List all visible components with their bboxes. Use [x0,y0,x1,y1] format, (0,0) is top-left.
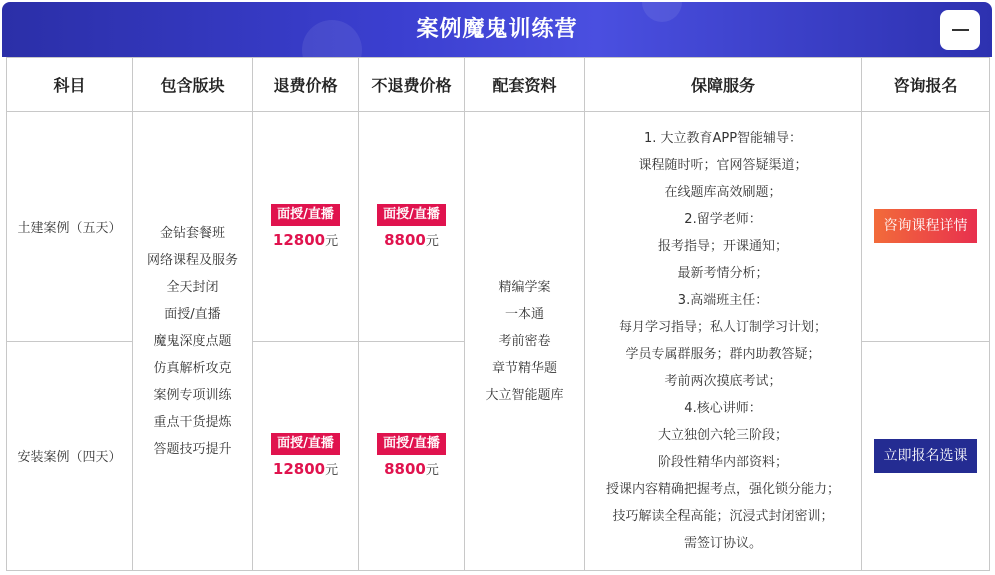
collapse-button[interactable] [940,10,980,50]
service-line: 需签订协议。 [683,536,762,551]
refund-price-cell [253,112,359,342]
module-item: 全天封闭 [166,279,219,295]
service-line: 最新考情分析； [677,266,769,281]
nonrefund-price-cell [359,112,465,342]
module-item: 案例专项训练 [153,387,232,403]
price-unit: 元 [425,463,439,479]
service-line: 报考指导；开课通知； [657,239,788,254]
service-line: 考前两次摸底考试； [664,374,782,389]
price-unit: 元 [425,233,439,249]
materials-cell [465,112,585,571]
module-item: 仿真解析攻克 [153,360,232,376]
column-header: 科目 [7,58,133,112]
subject-cell: 安装案例（四天） [7,341,133,571]
column-header: 保障服务 [585,58,862,112]
format-badge: 面授/直播 [271,433,340,455]
column-header: 包含版块 [133,58,253,112]
cta-cell [862,112,990,342]
service-line: 在线题库高效刷题； [664,185,782,200]
service-line: 2.留学老师： [684,212,762,227]
module-item: 答题技巧提升 [153,441,232,457]
module-item: 魔鬼深度点题 [153,333,232,349]
enroll-button[interactable]: 立即报名选课 [874,439,977,473]
minus-icon [952,29,969,31]
price [359,459,464,478]
service-line: 阶段性精华内部资料； [657,455,788,470]
module-item: 金钻套餐班 [159,225,225,241]
service-line: 课程随时听；官网答疑渠道； [638,158,808,173]
course-table [6,57,990,571]
services-cell [585,112,862,571]
format-badge: 面授/直播 [271,204,340,226]
price [253,459,358,478]
price-unit: 元 [325,463,339,479]
price-unit: 元 [325,233,339,249]
service-line: 1. 大立教育APP智能辅导： [643,131,803,146]
price-value: 8800 [384,230,426,249]
service-line: 授课内容精确把握考点，强化锁分能力； [605,482,840,497]
column-header: 退费价格 [253,58,359,112]
material-item: 大立智能题库 [485,387,564,403]
modules-cell [133,112,253,571]
module-item: 网络课程及服务 [146,252,238,268]
material-item: 一本通 [504,306,544,322]
column-header: 不退费价格 [359,58,465,112]
consult-details-button[interactable]: 咨询课程详情 [874,209,977,243]
format-badge: 面授/直播 [377,433,446,455]
nonrefund-price-cell [359,341,465,571]
price-value: 8800 [384,460,426,479]
material-item: 精编学案 [498,279,551,295]
refund-price-cell [253,341,359,571]
price-value: 12800 [272,230,326,249]
table-row [7,112,990,342]
format-badge: 面授/直播 [377,204,446,226]
column-header: 配套资料 [465,58,585,112]
header-banner [2,2,992,57]
page-title: 案例魔鬼训练营 [416,17,578,42]
service-line: 技巧解读全程高能；沉浸式封闭密训； [612,509,834,524]
price [359,230,464,249]
service-line: 3.高端班主任： [677,293,769,308]
material-item: 考前密卷 [498,333,551,349]
table-header-row [7,58,990,112]
column-header: 咨询报名 [862,58,990,112]
cta-cell [862,341,990,571]
service-line: 每月学习指导；私人订制学习计划； [618,320,827,335]
material-item: 章节精华题 [491,360,557,376]
module-item: 重点干货提炼 [153,414,232,430]
service-line: 大立独创六轮三阶段； [657,428,788,443]
price-value: 12800 [272,460,326,479]
subject-cell: 土建案例（五天） [7,112,133,342]
service-line: 4.核心讲师： [684,401,762,416]
price [253,230,358,249]
service-line: 学员专属群服务；群内助教答疑； [625,347,821,362]
module-item: 面授/直播 [164,306,221,322]
